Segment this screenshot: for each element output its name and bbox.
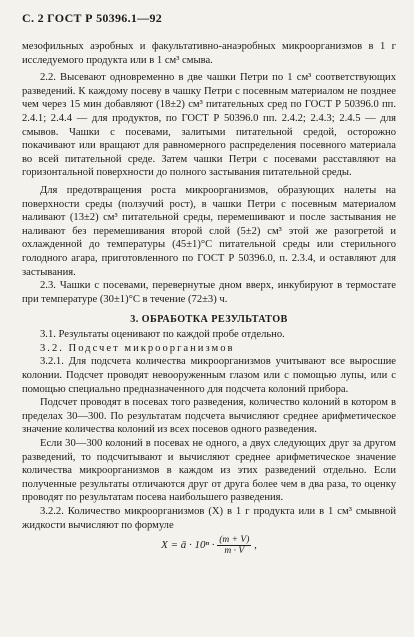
formula-denominator: m · V [224,546,245,557]
paragraph-two-dilutions: Если 30—300 колоний в посевах не одного, а двух следующих друг за другом разведений, то подсчитывают и вычисляют среднее арифметическое значение количества микроорганизмов в каждом из этих разведений отдельно. Если полученные результаты отличаются друг от друга более чем в два раза, то оценку проводят по результатам посева наибольшего разведения. [22,438,396,504]
page-header: С. 2 ГОСТ Р 50396.1—92 [22,11,163,25]
formula [22,535,396,556]
paragraph-2-2: 2.2. Высевают одновременно в две чашки Петри по 1 см³ соответствующих разведений. К каждому посеву в чашку Петри с посевным материалом не позднее чем через 15 мин добавляют (18±2) см³ питательных сред по ГОСТ Р 50396.0 пп. 2.4.1; 2.4.4 — для продуктов, по ГОСТ Р 50396.0 пп. 2.4.2; 2.4.3; 2.4.5 — для смывов. Чашки с посевами, залитыми питательной средой, осторожно покачивают или вращают для равномерного распределения посевного материала во всей питательной среде. Затем чашки Петри с посевами расставляют на горизонтальной поверхности до полного застывания питательной среды. [22,72,396,179]
paragraph-creep-growth: Для предотвращения роста микроорганизмов, образующих налеты на поверхности среды (ползучий рост), в чашки Петри с посевным материалом наливают (13±2) см³ питательной среды, перемешивают и после застывания не наливают без перемешивания второй слой (5±2) см³ этой же разогретой и охлажденной до температуры (45±1)°С питательной среды или стерильного голодного агара, приготовленного по ГОСТ Р 50396.0, п. 2.3.4, и оставляют для застывания. [22,184,396,278]
paragraph-3-2-1: 3.2.1. Для подсчета количества микроорганизмов учитывают все выросшие колонии. Подсчет проводят невооруженным глазом или с помощью лупы, или с помощью специально предназначенного для подсчета колоний прибора. [22,356,396,395]
paragraph-2-3: 2.3. Чашки с посевами, перевернутые дном вверх, инкубируют в термостате при температуре (30±1)°С в течение (72±3) ч. [22,280,396,305]
formula-lhs: X = ā · 10ⁿ · [161,539,215,552]
paragraph-counting: Подсчет проводят в посевах того разведения, количество колоний в котором в пределах 30—300. По результатам подсчета вычисляют среднее арифметическое значение количества колоний из всех посевов одного разведения. [22,397,396,436]
formula-tail: , [254,539,257,552]
paragraph-continuation: мезофильных аэробных и факультативно-анаэробных микроорганизмов в 1 г исследуемого продукта или в 1 см³ смыва. [22,41,396,66]
formula-numerator: (m + V) [219,535,250,546]
paragraph-3-2-2: 3.2.2. Количество микроорганизмов (X) в 1 г продукта или в 1 см³ смывной жидкости вычисляют по формуле [22,506,396,531]
section-title: 3. ОБРАБОТКА РЕЗУЛЬТАТОВ [130,314,288,326]
formula-fraction [217,535,251,556]
paragraph-3-1: 3.1. Результаты оценивают по каждой пробе отдельно. [40,329,285,341]
paragraph-3-2: 3.2. Подсчет микроорганизмов [40,342,235,354]
